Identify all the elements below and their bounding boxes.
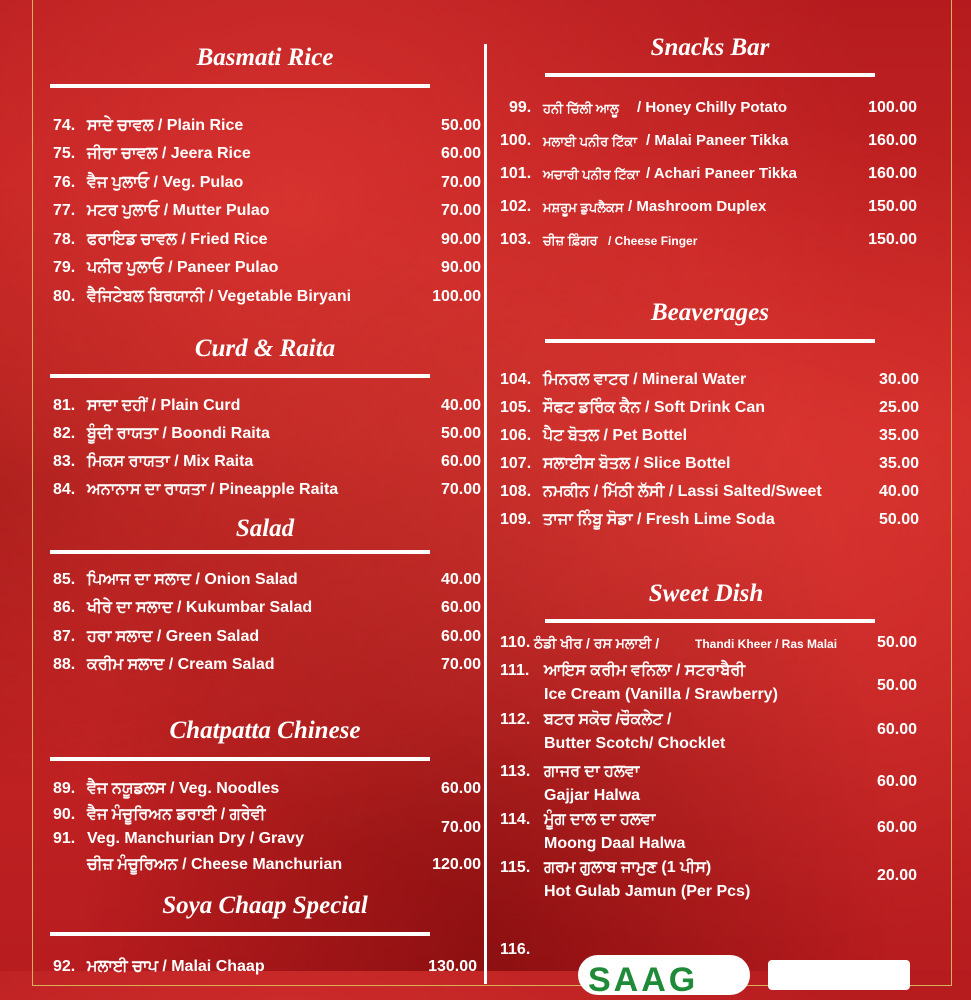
item-price: 60.00 [876, 819, 917, 836]
menu-item [53, 856, 481, 880]
menu-item [53, 202, 481, 226]
section-title-snacks-bar: Snacks Bar [650, 34, 770, 61]
item-name-punjabi: ਮੂੰਗ ਦਾਲ ਦਾ ਹਲਵਾ [544, 811, 656, 828]
menu-item [500, 811, 917, 859]
menu-item [53, 288, 481, 312]
item-number: 78. [53, 231, 76, 248]
menu-item [53, 599, 481, 623]
menu-item [500, 132, 917, 156]
item-price: 40.00 [440, 397, 481, 414]
item-name: ਪਿਆਜ ਦਾ ਸਲਾਦ / Onion Salad [87, 571, 298, 588]
item-price: 60.00 [440, 599, 481, 616]
item-name: Ice Cream (Vanilla / Srawberry) [544, 686, 778, 703]
section-title-beaverages: Beaverages [650, 299, 770, 326]
section-rule [50, 84, 430, 88]
menu-item [53, 656, 481, 680]
item-price: 160.00 [868, 165, 917, 182]
menu-item [53, 145, 481, 169]
item-name: ਚੀਜ਼ ਮੰਚੂਰਿਅਨ / Cheese Manchurian [87, 856, 343, 873]
item-name: ਨਮਕੀਨ / ਮਿੱਠੀ ਲੱਸੀ / Lassi Salted/Sweet [543, 483, 822, 500]
item-name-punjabi: ਹਨੀ ਚਿੱਲੀ ਆਲੂ [543, 101, 619, 116]
menu-item [53, 806, 481, 830]
item-price: 50.00 [878, 511, 919, 528]
item-name: Hot Gulab Jamun (Per Pcs) [544, 883, 751, 900]
menu-item [500, 165, 917, 189]
section-rule [50, 374, 430, 378]
item-name: ਮਲਾਈ ਚਾਪ / Malai Chaap [87, 958, 265, 975]
menu-item [500, 231, 917, 255]
item-price: 90.00 [440, 231, 481, 248]
item-number: 108. [500, 483, 532, 500]
item-name: / Honey Chilly Potato [637, 99, 788, 116]
item-price: 100.00 [868, 99, 917, 116]
item-price: 70.00 [440, 656, 481, 673]
item-name: ਪਨੀਰ ਪੁਲਾਓ / Paneer Pulao [87, 259, 279, 276]
item-name: ਤਾਜਾ ਨਿੰਬੂ ਸੋਡਾ / Fresh Lime Soda [543, 511, 775, 528]
item-name: Veg. Manchurian Dry / Gravy [87, 830, 304, 847]
item-number: 81. [53, 397, 76, 414]
item-name: ਅਨਾਨਾਸ ਦਾ ਰਾਯਤਾ / Pineapple Raita [87, 481, 339, 498]
brand-logo-badge [578, 955, 750, 999]
item-price: 70.00 [440, 819, 481, 836]
item-name: ਸਾਦੇ ਚਾਵਲ / Plain Rice [87, 117, 244, 134]
item-name: ਹਰਾ ਸਲਾਦ / Green Salad [87, 628, 260, 645]
menu-item [500, 941, 560, 965]
item-number: 114. [500, 811, 531, 828]
item-name: Gajjar Halwa [544, 787, 641, 804]
item-number: 107. [500, 455, 532, 472]
item-price: 150.00 [868, 198, 917, 215]
menu-item [53, 481, 481, 505]
item-number: 110. [500, 634, 531, 651]
item-price: 50.00 [876, 677, 917, 694]
item-name: ਵੈਜਿਟੇਬਲ ਬਿਰਯਾਨੀ / Vegetable Biryani [87, 288, 352, 305]
item-price: 70.00 [440, 481, 481, 498]
item-name: ਸੌਫਟ ਡਰਿੰਕ ਕੈਨ / Soft Drink Can [543, 399, 765, 416]
item-name-punjabi: ਆਇਸ ਕਰੀਮ ਵਨਿਲਾ / ਸਟਰਾਬੈਰੀ [544, 662, 746, 679]
item-number: 113. [500, 763, 531, 780]
item-number: 90. [53, 806, 76, 823]
item-price: 50.00 [440, 425, 481, 442]
item-price: 100.00 [432, 288, 481, 305]
section-rule [50, 932, 430, 936]
item-name: Butter Scotch/ Chocklet [544, 735, 726, 752]
menu-item [53, 571, 481, 595]
item-price: 35.00 [878, 427, 919, 444]
item-name: Thandi Kheer / Ras Malai [695, 637, 838, 651]
section-title-chatpatta-chinese: Chatpatta Chinese [169, 717, 361, 744]
item-name: ਮਟਰ ਪੁਲਾਓ / Mutter Pulao [87, 202, 270, 219]
item-name: ਮਿਨਰਲ ਵਾਟਰ / Mineral Water [543, 371, 747, 388]
item-name: ਸਾਦਾ ਦਹੀਂ / Plain Curd [87, 397, 241, 414]
menu-item [500, 198, 917, 222]
item-number: 82. [53, 425, 76, 442]
item-number: 89. [53, 780, 76, 797]
item-number: 80. [53, 288, 76, 305]
item-price: 35.00 [878, 455, 919, 472]
section-rule [50, 550, 430, 554]
item-name-punjabi: ਗਰਮ ਗੁਲਾਬ ਜਾਮੁਣ (1 ਪੀਸ) [544, 859, 712, 876]
section-title-soya-chaap-special: Soya Chaap Special [162, 892, 368, 919]
item-number: 77. [53, 202, 76, 219]
section-rule [50, 757, 430, 761]
item-price: 50.00 [440, 117, 481, 134]
item-number: 91. [53, 830, 76, 847]
item-number: 84. [53, 481, 76, 498]
item-price: 40.00 [878, 483, 919, 500]
menu-item [53, 397, 481, 421]
column-divider [484, 44, 487, 984]
menu-item [500, 859, 917, 907]
item-number: 85. [53, 571, 76, 588]
menu-item [53, 231, 481, 255]
item-price: 50.00 [876, 634, 917, 651]
item-number: 102. [500, 198, 532, 215]
menu-item [509, 99, 917, 123]
item-price: 25.00 [878, 399, 919, 416]
item-name-punjabi: ਮਸ਼ਰੂਮ ਡੁਪਲੈਕਸ [543, 200, 624, 215]
menu-item [53, 117, 481, 141]
item-price: 60.00 [440, 780, 481, 797]
item-name-punjabi: ਗਾਜਰ ਦਾ ਹਲਵਾ [544, 763, 640, 780]
menu-item [500, 511, 919, 535]
brand-logo-text: SAAG [588, 961, 699, 999]
menu-item [53, 819, 481, 854]
item-name: Moong Daal Halwa [544, 835, 686, 852]
menu-item [500, 371, 919, 395]
item-number: 109. [500, 511, 532, 528]
item-name-punjabi: ਅਚਾਰੀ ਪਨੀਰ ਟਿੱਕਾ [543, 167, 640, 182]
menu-item [500, 427, 919, 451]
item-name: ਵੈਜ ਪੁਲਾਓ / Veg. Pulao [87, 174, 244, 191]
item-name: / Malai Paneer Tikka [646, 132, 789, 149]
item-price: 90.00 [440, 259, 481, 276]
menu-item [53, 453, 481, 477]
item-name: ਸਲਾਈਸ ਬੋਤਲ / Slice Bottel [543, 455, 731, 472]
item-name-punjabi: ਠੰਡੀ ਖੀਰ / ਰਸ ਮਲਾਈ / [534, 635, 660, 651]
item-number: 87. [53, 628, 76, 645]
item-number: 79. [53, 259, 76, 276]
menu-item [53, 259, 481, 283]
item-name: / Cheese Finger [608, 234, 698, 248]
item-number: 111. [500, 662, 530, 679]
item-price: 40.00 [440, 571, 481, 588]
item-price: 60.00 [876, 773, 917, 790]
menu-item [53, 174, 481, 198]
section-title-sweet-dish: Sweet Dish [648, 580, 764, 607]
item-name: ਵੈਜ ਨਯੂਡਲਸ / Veg. Noodles [87, 780, 280, 797]
item-price: 70.00 [440, 174, 481, 191]
item-number: 100. [500, 132, 532, 149]
item-price: 150.00 [868, 231, 917, 248]
item-number: 86. [53, 599, 76, 616]
item-number: 104. [500, 371, 532, 388]
item-number: 103. [500, 231, 532, 248]
item-number: 88. [53, 656, 76, 673]
section-rule [545, 73, 875, 77]
item-number: 92. [53, 958, 76, 975]
item-name-punjabi: ਬਟਰ ਸਕੋਚ /ਚੌਕਲੇਟ / [544, 711, 672, 728]
item-number: 105. [500, 399, 532, 416]
item-name: / Achari Paneer Tikka [646, 165, 797, 182]
item-price: 120.00 [432, 856, 481, 873]
menu-item [53, 425, 481, 449]
item-name: ਮਿਕਸ ਰਾਯਤਾ / Mix Raita [87, 453, 254, 470]
section-title-basmati-rice: Basmati Rice [196, 44, 334, 71]
item-name: ਪੈਟ ਬੋਤਲ / Pet Bottel [543, 427, 688, 444]
menu-item [500, 763, 917, 811]
item-name: ਵੈਜ ਮੰਚੂਰਿਅਨ ਡਰਾਈ / ਗਰੇਵੀ [87, 806, 266, 823]
item-number: 115. [500, 859, 531, 876]
item-price: 60.00 [440, 453, 481, 470]
menu-item [500, 483, 919, 507]
item-number: 74. [53, 117, 76, 134]
menu-item [500, 634, 917, 658]
item-number: 116. [500, 941, 531, 958]
item-number: 75. [53, 145, 76, 162]
menu-item [500, 455, 919, 479]
item-price: 30.00 [878, 371, 919, 388]
item-number: 83. [53, 453, 76, 470]
item-number: 106. [500, 427, 532, 444]
item-name-punjabi: ਮਲਾਈ ਪਨੀਰ ਟਿੱਕਾ [543, 134, 637, 149]
menu-item [500, 662, 917, 710]
section-title-salad: Salad [235, 515, 295, 542]
item-name: ਬੂੰਦੀ ਰਾਯਤਾ / Boondi Raita [87, 425, 270, 442]
item-name: ਕਰੀਮ ਸਲਾਦ / Cream Salad [87, 656, 275, 673]
item-price: 60.00 [440, 145, 481, 162]
item-name-punjabi: ਚੀਜ਼ ਫ਼ਿੰਗਰ [543, 233, 598, 248]
item-price: 130.00 [428, 958, 477, 975]
section-rule [545, 619, 875, 623]
section-rule [545, 339, 875, 343]
menu-item [53, 958, 481, 982]
item-number: 112. [500, 711, 531, 728]
section-title-curd-raita: Curd & Raita [194, 335, 336, 362]
item-number: 101. [500, 165, 532, 182]
item-number: 99. [509, 99, 532, 116]
menu-item [53, 628, 481, 652]
item-price: 20.00 [876, 867, 917, 884]
item-price: 60.00 [876, 721, 917, 738]
item-number: 76. [53, 174, 76, 191]
item-price: 160.00 [868, 132, 917, 149]
menu-item [500, 711, 917, 759]
brand-logo-secondary [768, 960, 910, 990]
menu-item [53, 780, 481, 804]
item-name: ਖੀਰੇ ਦਾ ਸਲਾਦ / Kukumbar Salad [87, 599, 313, 616]
item-name: ਜੀਰਾ ਚਾਵਲ / Jeera Rice [87, 145, 251, 162]
item-name: / Mashroom Duplex [628, 198, 767, 215]
menu-item [500, 399, 919, 423]
item-price: 60.00 [440, 628, 481, 645]
item-price: 70.00 [440, 202, 481, 219]
item-name: ਫਰਾਇਡ ਚਾਵਲ / Fried Rice [87, 231, 268, 248]
